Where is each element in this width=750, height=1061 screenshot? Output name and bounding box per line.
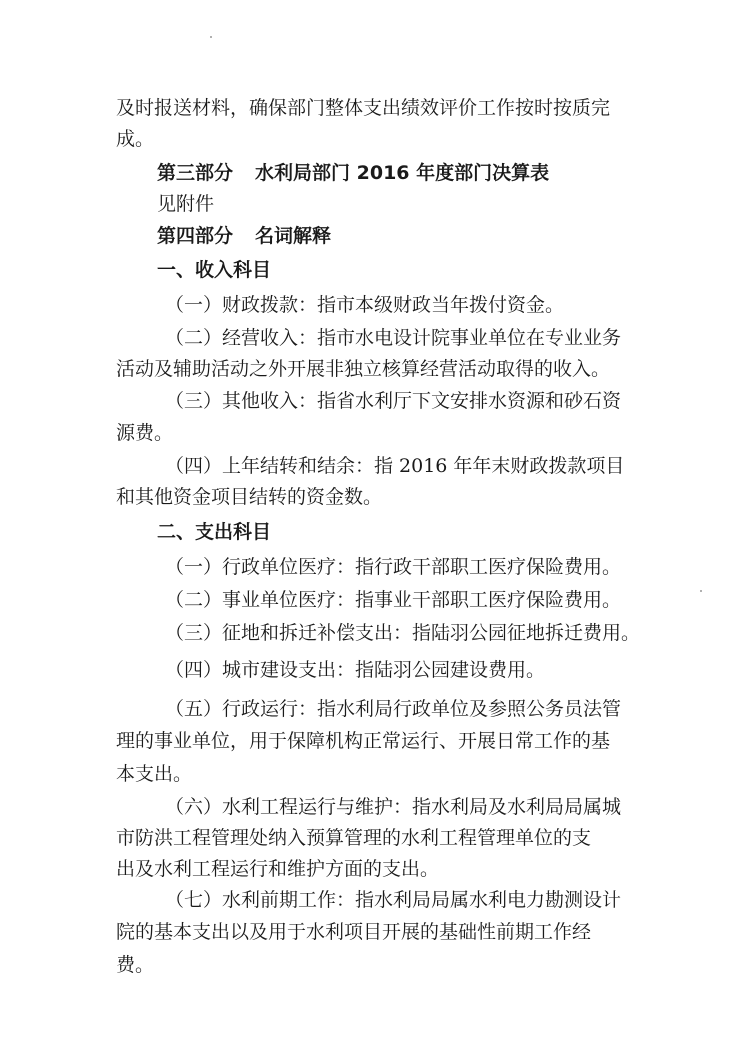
part4-label: 第四部分: [157, 225, 234, 247]
scan-speck: [700, 590, 702, 592]
expense-item-7-line-3: 费。: [116, 954, 155, 976]
income-item-3-line-2: 源费。: [116, 422, 174, 444]
expense-item-6-line-3: 出及水利工程运行和维护方面的支出。: [116, 858, 440, 880]
expense-item-5-line-3: 本支出。: [116, 763, 193, 785]
part3-heading: [157, 161, 677, 185]
income-item-4-line-1: （四）上年结转和结余：指 2016 年年末财政拨款项目: [165, 455, 625, 477]
intro-line-2: 成。: [116, 128, 155, 150]
expense-item-6-line-2: 市防洪工程管理处纳入预算管理的水利工程管理单位的支: [116, 827, 592, 849]
part3-label: 第三部分: [157, 162, 234, 184]
expense-item-1: （一）行政单位医疗：指行政干部职工医疗保险费用。: [165, 556, 622, 578]
expense-item-5-line-2: 理的事业单位，用于保障机构正常运行、开展日常工作的基: [116, 730, 611, 752]
section1-heading: 一、收入科目: [157, 259, 272, 281]
expense-item-6-line-1: （六）水利工程运行与维护：指水利局及水利局局属城: [165, 796, 622, 818]
income-item-3-line-1: （三）其他收入：指省水利厅下文安排水资源和砂石资: [165, 390, 622, 412]
expense-item-2: （二）事业单位医疗：指事业干部职工医疗保险费用。: [165, 589, 622, 611]
scan-speck: [210, 36, 212, 38]
expense-item-4: （四）城市建设支出：指陆羽公园建设费用。: [165, 659, 546, 681]
part4-heading: [157, 224, 677, 248]
section2-heading: 二、支出科目: [157, 521, 272, 543]
income-item-4-line-2: 和其他资金项目结转的资金数。: [116, 486, 383, 508]
part3-body: 见附件: [157, 193, 215, 215]
part4-title: 名词解释: [255, 225, 332, 247]
expense-item-7-line-1: （七）水利前期工作：指水利局局属水利电力勘测设计: [165, 889, 622, 911]
expense-item-7-line-2: 院的基本支出以及用于水利项目开展的基础性前期工作经: [116, 921, 592, 943]
income-item-2-line-2: 活动及辅助活动之外开展非独立核算经营活动取得的收入。: [116, 358, 611, 380]
part3-title: 水利局部门 2016 年度部门决算表: [255, 162, 550, 184]
expense-item-3: （三）征地和拆迁补偿支出：指陆羽公园征地拆迁费用。: [165, 622, 641, 644]
income-item-2-line-1: （二）经营收入：指市水电设计院事业单位在专业业务: [165, 327, 622, 349]
intro-line-1: 及时报送材料，确保部门整体支出绩效评价工作按时按质完: [116, 97, 611, 119]
expense-item-5-line-1: （五）行政运行：指水利局行政单位及参照公务员法管: [165, 698, 622, 720]
income-item-1: （一）财政拨款：指市本级财政当年拨付资金。: [165, 294, 565, 316]
